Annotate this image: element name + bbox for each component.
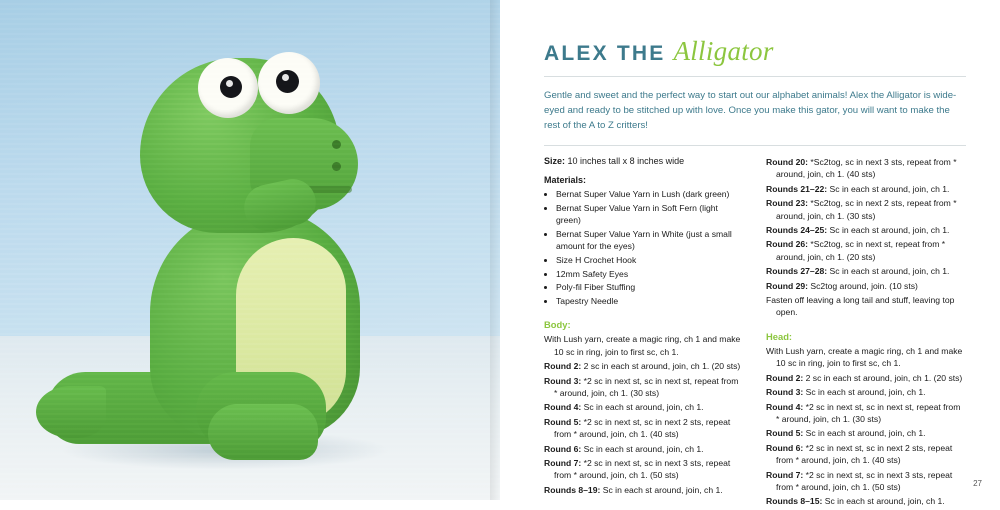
step-label: Rounds 24–25: <box>766 225 828 236</box>
pattern-step <box>766 224 966 236</box>
step-label: Round 4: <box>766 401 804 412</box>
step-text: Sc in each st around, join, ch 1. <box>803 428 926 439</box>
pattern-step <box>544 457 744 482</box>
materials-label: Materials: <box>544 175 587 185</box>
step-text: *2 sc in next st, sc in next 2 sts, repeat from * around, join, ch 1. (40 sts) <box>554 416 731 440</box>
pattern-step <box>766 372 966 384</box>
step-label: Round 20: <box>766 157 809 167</box>
step-label: Rounds 21–22: <box>766 183 828 194</box>
pattern-step <box>544 484 744 496</box>
page-number: 27 <box>973 479 982 488</box>
pattern-step <box>766 401 966 426</box>
title-divider <box>544 76 966 77</box>
step-text: Sc in each st around, join, ch 1. <box>581 443 704 454</box>
step-text: 2 sc in each st around, join, ch 1. (20 sts) <box>803 372 963 383</box>
list-item: • Size H Crochet Hook <box>556 254 744 267</box>
step-text: *2 sc in next st, sc in next st, repeat from * around, join, ch 1. (30 sts) <box>776 401 961 424</box>
pattern-columns <box>544 156 966 510</box>
pattern-step <box>766 183 966 195</box>
step-label: Round 2: <box>544 361 582 372</box>
step-label: Round 6: <box>766 442 804 453</box>
materials-list <box>556 188 744 307</box>
pattern-step <box>766 238 966 263</box>
step-label: Rounds 8–19: <box>544 484 601 495</box>
page-title <box>544 36 966 67</box>
step-label: Round 26: <box>766 239 809 250</box>
alligator-pupil-left <box>220 76 242 98</box>
size-line <box>544 156 744 166</box>
pattern-step <box>544 401 744 413</box>
pattern-step <box>766 386 966 398</box>
step-text: Sc in each st around, join, ch 1. <box>803 387 926 398</box>
page-gutter <box>490 0 500 500</box>
step-text: With Lush yarn, create a magic ring, ch 1 and make 10 sc in ring, join to first sc, ch 1. <box>544 334 741 357</box>
pattern-step <box>766 469 966 494</box>
intro-paragraph: Gentle and sweet and the perfect way to start out our alphabet animals! Alex the Alligator is wide-eyed and ready to be stitched up with love. Once you make this gator, you will want to make the rest of the A to Z critters! <box>544 90 957 131</box>
pattern-step <box>766 197 966 222</box>
pattern-page <box>500 0 1000 507</box>
list-item: • Bernat Super Value Yarn in Soft Fern (light green) <box>556 202 744 227</box>
pattern-step <box>766 442 966 467</box>
step-label: Round 6: <box>544 443 582 454</box>
step-label: Round 3: <box>544 375 582 386</box>
pattern-step <box>766 294 966 319</box>
step-label: Round 2: <box>766 372 804 383</box>
pattern-step <box>766 427 966 439</box>
intro-divider <box>544 145 966 146</box>
step-label: Rounds 27–28: <box>766 266 828 277</box>
step-label: Round 7: <box>544 458 582 468</box>
step-text: Sc in each st around, join, ch 1. <box>581 402 704 413</box>
alligator-pupil-right <box>276 70 299 93</box>
pattern-step <box>544 375 744 400</box>
step-label: Round 5: <box>544 416 582 427</box>
step-text: *Sc2tog, sc in next 2 sts, repeat from * around, join, ch 1. (30 sts) <box>776 198 957 221</box>
title-second-part: Alligator <box>673 36 774 66</box>
step-label: Round 7: <box>766 469 804 480</box>
pattern-step <box>544 333 744 358</box>
head-section-heading: Head: <box>766 330 793 342</box>
step-text: Sc in each st around, join, ch 1. <box>822 496 945 507</box>
alligator-photo <box>0 0 500 500</box>
photo-page <box>0 0 500 500</box>
step-text: Fasten off leaving a long tail and stuff, leaving top open. <box>766 295 955 318</box>
step-text: 2 sc in each st around, join, ch 1. (20 sts) <box>581 361 741 372</box>
pattern-step <box>766 156 966 181</box>
step-label: Round 3: <box>766 387 804 398</box>
step-text: *Sc2tog, sc in next 3 sts, repeat from * around, join, ch 1. (40 sts) <box>776 157 957 180</box>
list-item: • Bernat Super Value Yarn in White (just a small amount for the eyes) <box>556 228 744 253</box>
pattern-step <box>544 443 744 455</box>
step-text: Sc in each st around, join, ch 1. <box>827 225 950 236</box>
step-label: Round 29: <box>766 280 809 291</box>
alligator-eye-glint-left <box>226 80 233 87</box>
step-text: *Sc2tog, sc in next st, repeat from * around, join, ch 1. (20 sts) <box>776 239 946 262</box>
step-text: With Lush yarn, create a magic ring, ch 1 and make 10 sc in ring, join to first sc, ch 1. <box>766 345 963 369</box>
column-right <box>766 156 966 510</box>
step-text: Sc in each st around, join, ch 1. <box>827 266 950 277</box>
step-label: Round 4: <box>544 402 582 413</box>
title-first-part: ALEX THE <box>544 42 666 65</box>
body-section-heading: Body: <box>544 319 571 331</box>
pattern-step <box>544 360 744 372</box>
step-text: *2 sc in next st, sc in next 3 sts, repeat from * around, join, ch 1. (50 sts) <box>554 458 731 481</box>
step-text: Sc in each st around, join, ch 1. <box>827 183 950 194</box>
pattern-step <box>766 345 966 370</box>
step-text: *2 sc in next st, sc in next st, repeat from * around, join, ch 1. (30 sts) <box>554 375 739 398</box>
alligator-eye-glint-right <box>282 74 289 81</box>
size-label: Size: <box>544 156 566 166</box>
step-text: *2 sc in next st, sc in next 2 sts, repeat from * around, join, ch 1. (40 sts) <box>776 442 953 466</box>
alligator-nostril-left <box>332 140 341 149</box>
alligator-nostril-right <box>332 162 341 171</box>
pattern-step <box>544 416 744 441</box>
column-left <box>544 156 744 510</box>
list-item: • Poly-fil Fiber Stuffing <box>556 281 744 294</box>
step-label: Round 5: <box>766 428 804 439</box>
alligator-tail-tip <box>36 386 106 438</box>
alligator-foot <box>208 404 318 460</box>
pattern-step <box>766 495 966 507</box>
list-item: • Tapestry Needle <box>556 295 744 308</box>
pattern-step <box>766 265 966 277</box>
size-value: 10 inches tall x 8 inches wide <box>567 156 685 166</box>
step-text: Sc in each st around, join, ch 1. <box>600 484 723 495</box>
step-text: *2 sc in next st, sc in next 3 sts, repeat from * around, join, ch 1. (50 sts) <box>776 469 953 492</box>
step-label: Round 23: <box>766 198 809 209</box>
step-label: Rounds 8–15: <box>766 496 823 507</box>
list-item: • 12mm Safety Eyes <box>556 268 744 281</box>
step-text: Sc2tog around, join. (10 sts) <box>808 280 918 291</box>
list-item: • Bernat Super Value Yarn in Lush (dark green) <box>556 188 744 201</box>
pattern-step <box>766 280 966 292</box>
